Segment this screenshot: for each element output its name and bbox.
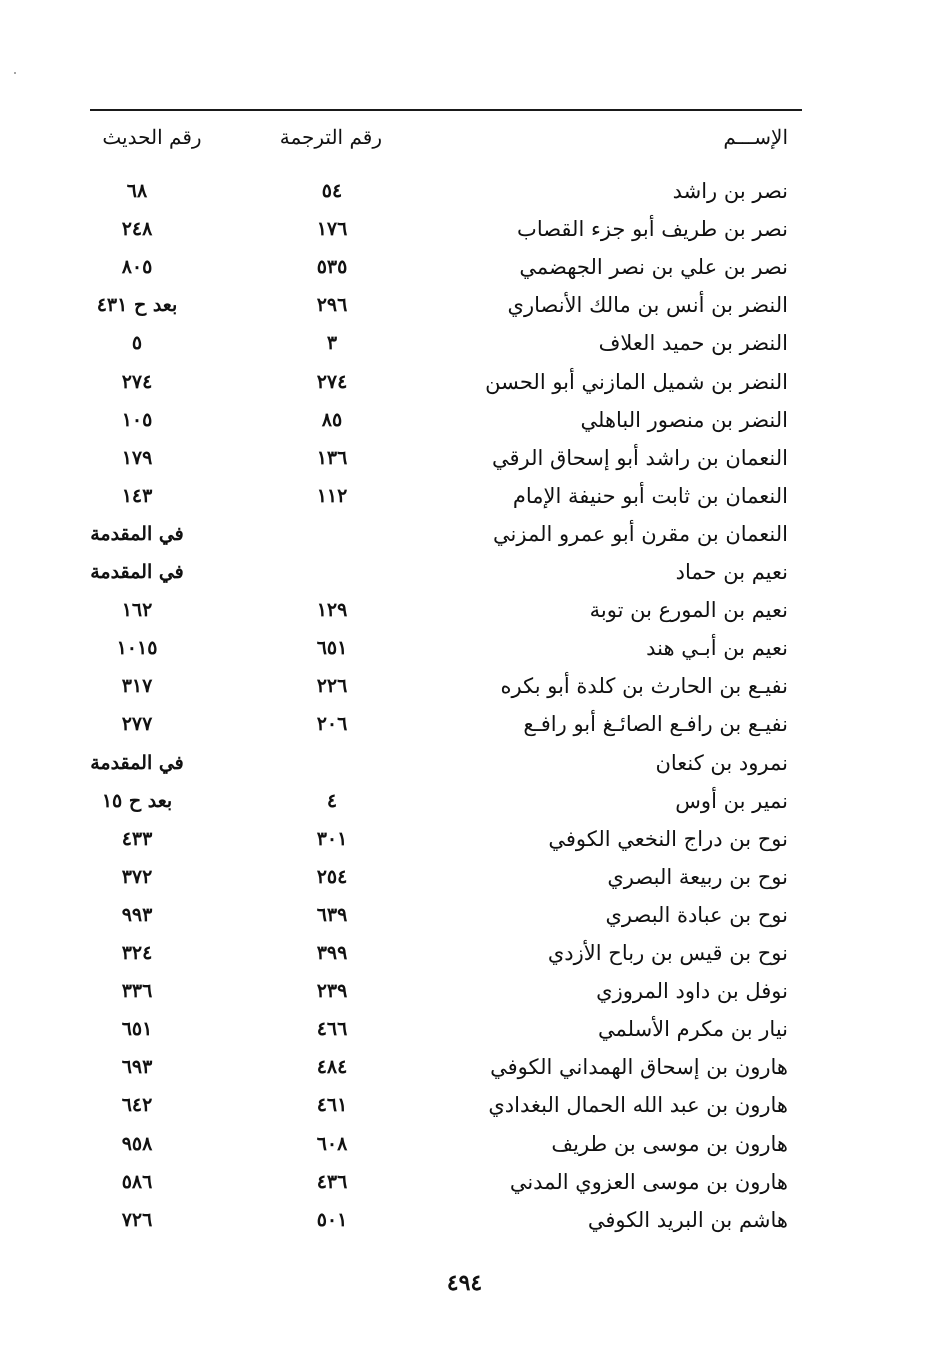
row-hadith-number: بعد ح ٤٣١	[96, 294, 178, 317]
row-name: النعمان بن راشد أبو إسحاق الرقي	[491, 445, 788, 470]
row-translation-number: ٦٣٩	[316, 903, 348, 926]
row-hadith-number: في المقدمة	[90, 522, 184, 545]
table-row	[90, 1125, 802, 1163]
row-hadith-number: ١٤٣	[121, 484, 153, 507]
row-translation-number: ١١٢	[316, 484, 348, 507]
row-hadith-number: ٩٩٣	[121, 903, 153, 926]
table-row	[90, 286, 802, 324]
table-row	[90, 1163, 802, 1201]
row-translation-number: ٤٦٦	[316, 1018, 348, 1041]
row-name: نوح بن عبادة البصري	[605, 902, 788, 927]
row-name: نعيم بن أبـي هند	[646, 636, 788, 661]
row-hadith-number: ٥٨٦	[121, 1170, 153, 1193]
row-translation-number: ٤٦١	[316, 1094, 348, 1117]
row-hadith-number: ٣١٧	[121, 675, 153, 698]
table-row	[90, 972, 802, 1010]
row-translation-number	[302, 515, 362, 553]
row-hadith-number: ١٠١٥	[116, 637, 158, 660]
row-name: النضر بن شميل المازني أبو الحسن	[485, 369, 788, 394]
row-hadith-number: ١٦٢	[121, 599, 153, 622]
table-row	[90, 172, 802, 210]
row-translation-number: ٤٣٦	[316, 1170, 348, 1193]
row-hadith-number: ١٧٩	[121, 446, 153, 469]
header-name: الإســـم	[723, 125, 788, 149]
table-header	[90, 118, 802, 156]
row-name: نوح بن ربيعة البصري	[607, 864, 788, 889]
row-name: نفيـع بن الحارث بن كلدة أبو بكره	[500, 674, 788, 699]
row-name: نصر بن طريف أبو جزء القصاب	[517, 217, 788, 242]
row-translation-number: ٤	[326, 789, 338, 812]
row-name: نصر بن راشد	[672, 179, 788, 203]
table-row	[90, 782, 802, 820]
table-row	[90, 363, 802, 401]
table-row	[90, 1201, 802, 1239]
table-row	[90, 515, 802, 553]
row-translation-number: ٢٠٦	[316, 713, 348, 736]
row-name: نمرود بن كنعان	[655, 750, 788, 775]
row-name: هارون بن موسى العزوي المدني	[509, 1169, 788, 1194]
scan-speck	[14, 72, 16, 74]
table-row	[90, 248, 802, 286]
table-row	[90, 210, 802, 248]
row-translation-number: ٤٨٤	[316, 1056, 348, 1079]
row-name: نوح بن دراج النخعي الكوفي	[548, 826, 788, 851]
row-hadith-number: ٦٥١	[121, 1018, 153, 1041]
row-name: نعيم بن حماد	[675, 560, 788, 584]
row-translation-number: ٣	[326, 332, 338, 355]
row-hadith-number: في المقدمة	[90, 561, 184, 583]
row-translation-number: ٣٠١	[316, 827, 348, 850]
row-translation-number: ١٢٩	[316, 599, 348, 622]
table-row	[90, 553, 802, 591]
row-hadith-number: ٣٣٦	[121, 980, 153, 1003]
row-translation-number: ٥٠١	[316, 1208, 348, 1231]
table-row	[90, 591, 802, 629]
row-translation-number: ٢٩٦	[316, 294, 348, 317]
page-number: ٤٩٤	[446, 1270, 483, 1296]
table-row	[90, 324, 802, 362]
row-hadith-number: ٣٢٤	[121, 942, 153, 964]
row-hadith-number: ١٠٥	[121, 408, 153, 431]
table-row	[90, 820, 802, 858]
row-name: النضر بن منصور الباهلي	[580, 407, 788, 432]
row-hadith-number: ٩٥٨	[121, 1132, 153, 1155]
row-hadith-number: ٦٩٣	[121, 1056, 153, 1079]
row-name: النضر بن أنس بن مالك الأنصاري	[507, 293, 788, 318]
row-name: هارون بن موسى بن طريف	[551, 1131, 788, 1156]
table-row	[90, 439, 802, 477]
table-row	[90, 477, 802, 515]
table-row	[90, 667, 802, 705]
row-hadith-number: ٢٧٧	[121, 713, 153, 736]
row-name: النعمان بن مقرن أبو عمرو المزني	[493, 521, 788, 546]
row-translation-number: ٦٥١	[316, 637, 348, 660]
row-translation-number	[302, 553, 362, 591]
row-translation-number: ٥٤	[321, 180, 343, 202]
row-translation-number: ١٧٦	[316, 218, 348, 241]
table-row	[90, 1010, 802, 1048]
table-row	[90, 858, 802, 896]
row-hadith-number: في المقدمة	[90, 751, 184, 774]
row-name: هارون بن عبد الله الحمال البغدادي	[488, 1093, 788, 1118]
row-hadith-number: ٥	[131, 332, 143, 355]
header-top-rule	[90, 109, 802, 111]
row-translation-number: ٨٥	[321, 408, 343, 431]
row-hadith-number: ٦٨	[126, 180, 148, 202]
row-translation-number: ٢٧٤	[316, 370, 348, 393]
row-hadith-number: ٤٣٣	[121, 827, 153, 850]
row-name: نمير بن أوس	[675, 788, 788, 813]
table-row	[90, 401, 802, 439]
row-hadith-number: ٨٠٥	[121, 256, 153, 279]
row-name: هاشم بن البريد الكوفي	[587, 1207, 788, 1232]
row-name: نعيم بن المورع بن توبة	[589, 598, 788, 623]
table-row	[90, 896, 802, 934]
row-name: نيار بن مكرم الأسلمي	[597, 1017, 788, 1042]
row-translation-number	[302, 744, 362, 782]
row-translation-number: ٢٥٤	[316, 865, 348, 888]
row-name: نصر بن علي بن نصر الجهضمي	[519, 255, 788, 280]
row-hadith-number: ٦٤٢	[121, 1094, 153, 1117]
row-name: نوفل بن داود المروزي	[596, 979, 788, 1004]
row-name: النعمان بن ثابت أبو حنيفة الإمام	[512, 483, 788, 508]
row-translation-number: ٢٣٩	[316, 980, 348, 1003]
table-row	[90, 1048, 802, 1086]
row-translation-number: ٢٢٦	[316, 675, 348, 698]
table-row	[90, 934, 802, 972]
row-hadith-number: ٣٧٢	[121, 865, 153, 888]
table-row	[90, 629, 802, 667]
row-hadith-number: ٢٧٤	[121, 370, 153, 393]
table-row	[90, 744, 802, 782]
header-translation-number: رقم الترجمة	[279, 125, 382, 149]
row-name: نفيـع بن رافـع الصائـغ أبو رافـع	[523, 712, 788, 737]
row-hadith-number: ٢٤٨	[121, 218, 153, 241]
row-translation-number: ٣٩٩	[316, 942, 348, 964]
table-row	[90, 1086, 802, 1124]
row-translation-number: ٦٠٨	[316, 1132, 348, 1155]
row-translation-number: ١٣٦	[316, 446, 348, 469]
row-name: النضر بن حميد العلاف	[598, 331, 788, 356]
row-hadith-number: بعد ح ١٥	[101, 789, 173, 812]
row-translation-number: ٥٣٥	[316, 256, 348, 279]
header-hadith-number: رقم الحديث	[102, 125, 202, 149]
row-name: نوح بن قيس بن رباح الأزدي	[547, 941, 788, 965]
row-name: هارون بن إسحاق الهمداني الكوفي	[490, 1055, 788, 1080]
row-hadith-number: ٧٢٦	[121, 1208, 153, 1231]
table-row	[90, 705, 802, 743]
